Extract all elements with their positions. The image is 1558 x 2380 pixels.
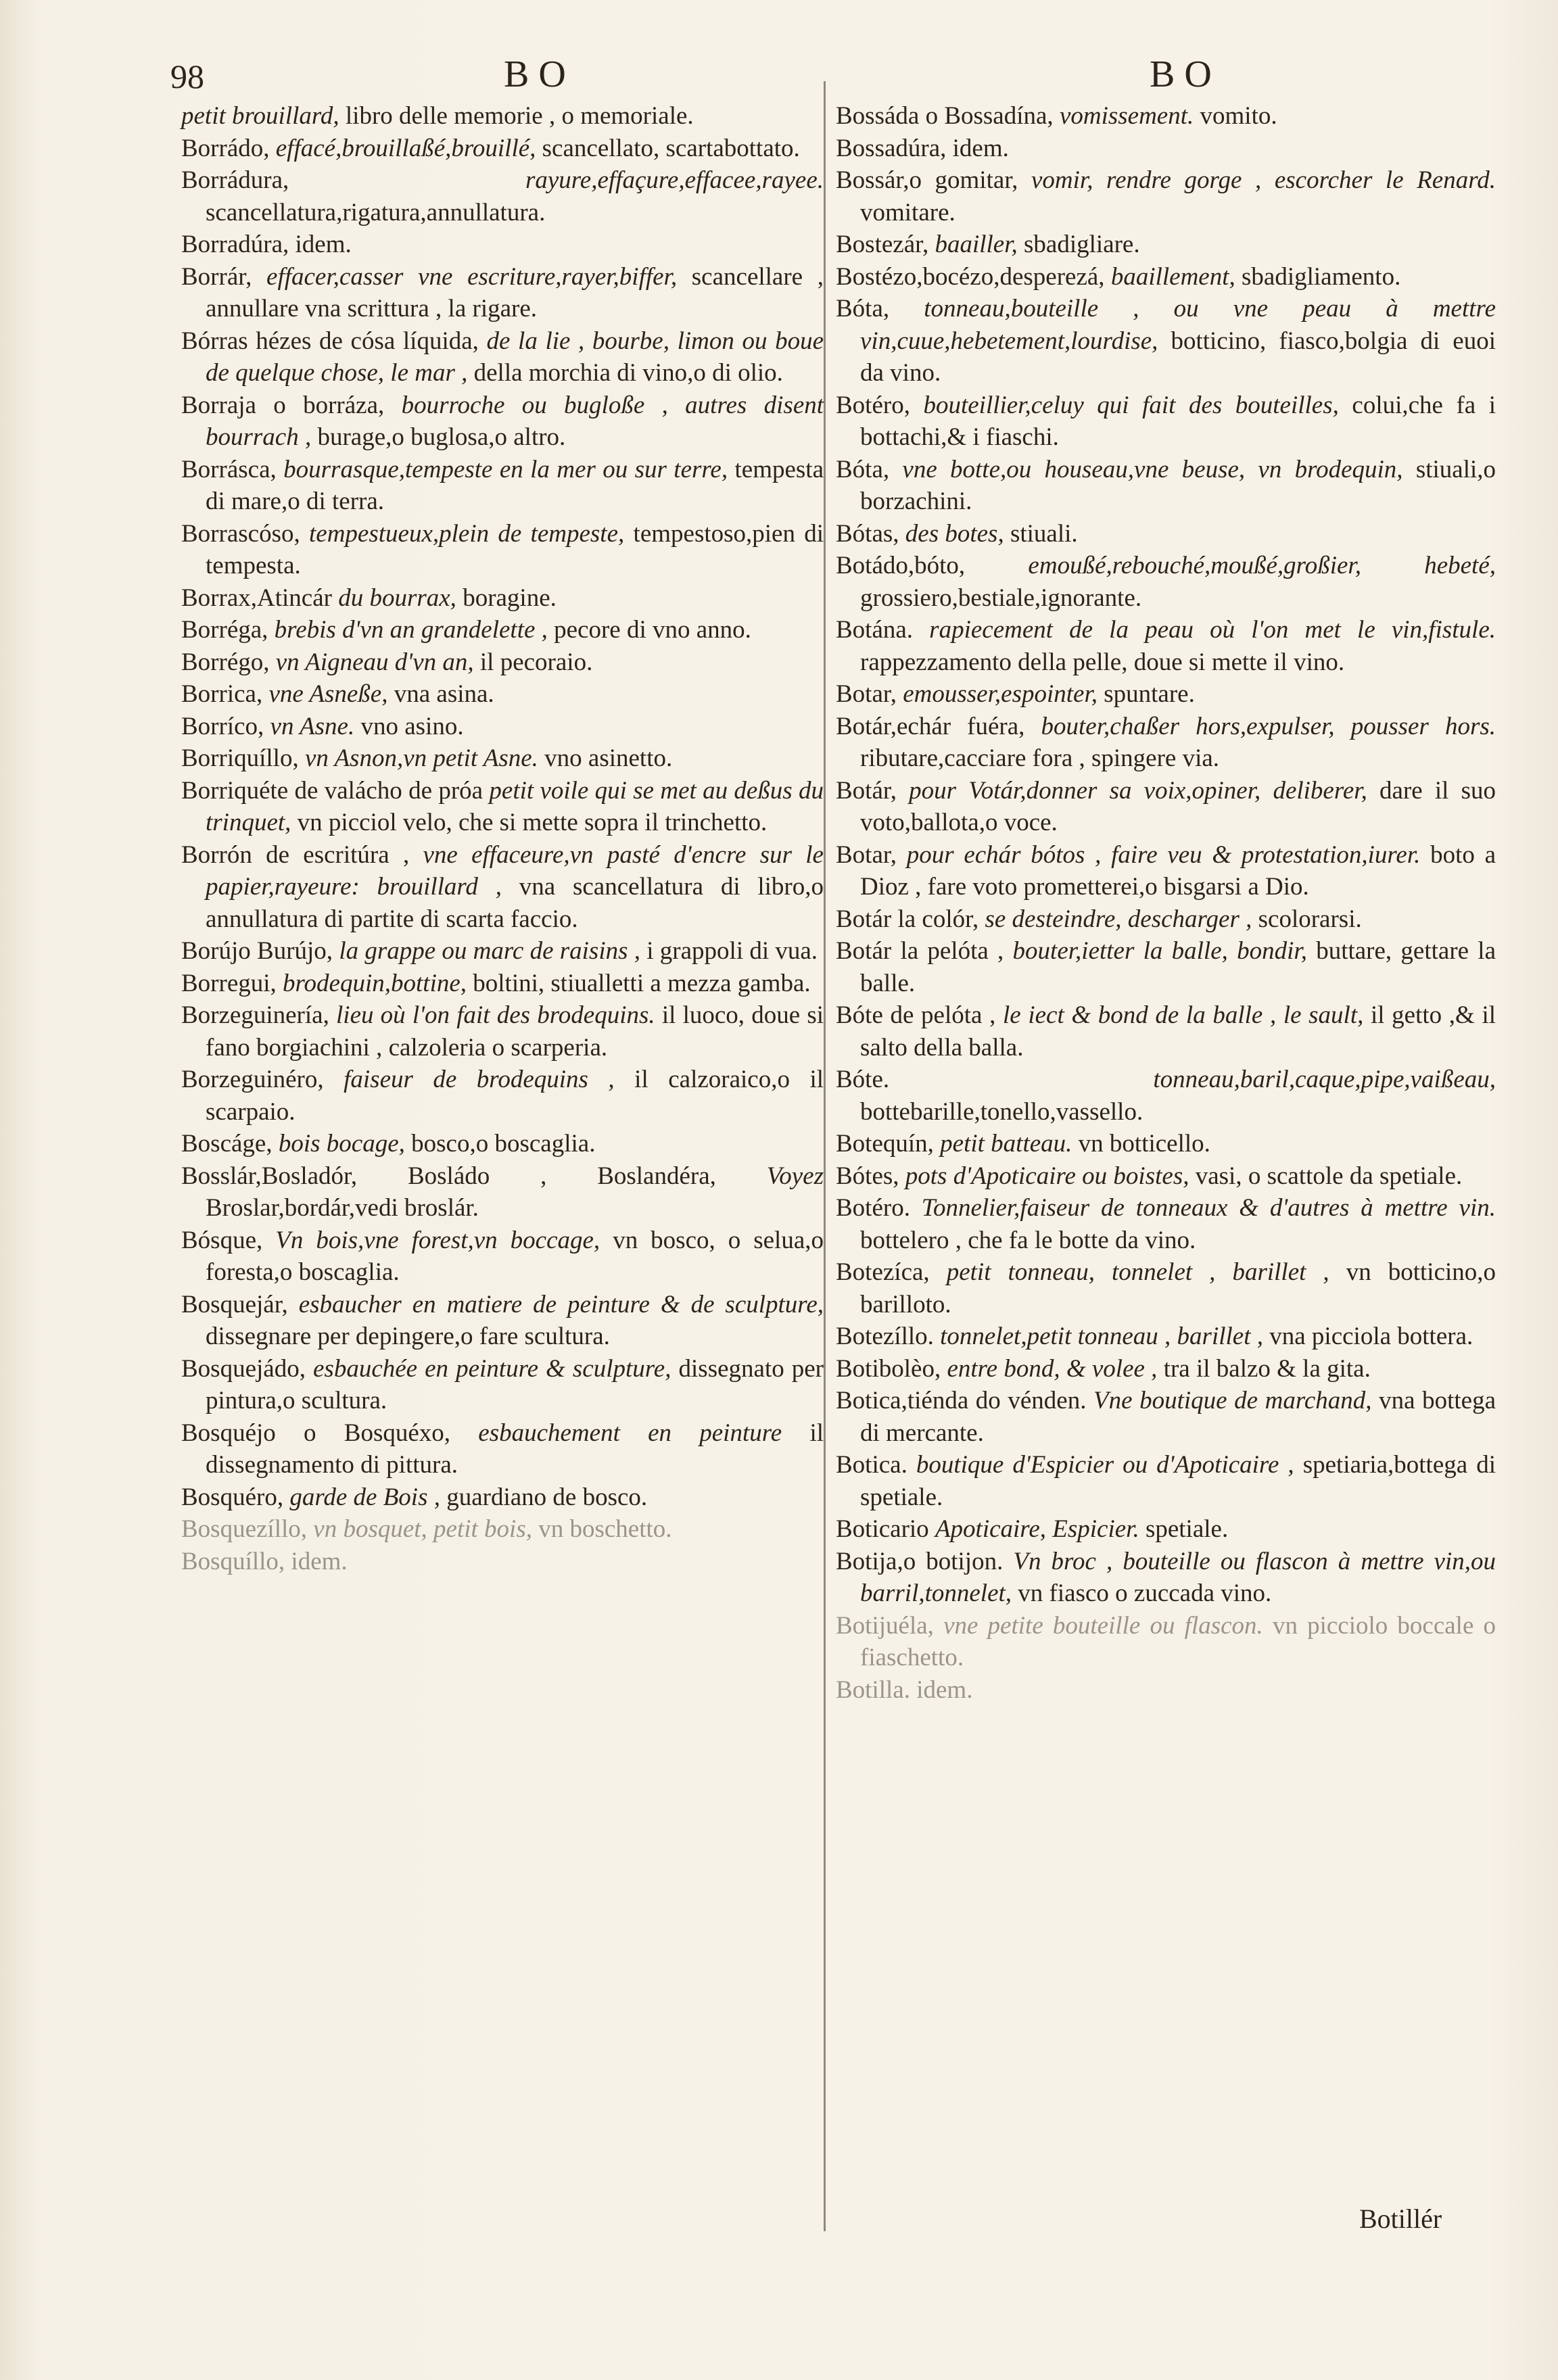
dictionary-entry bbox=[836, 1385, 1496, 1449]
entry-headword: Borrár, bbox=[181, 262, 252, 291]
entry-french: esbaucher en matiere de peinture & de sculpture, bbox=[298, 1290, 824, 1318]
entry-headword: Borriquíllo, bbox=[181, 744, 299, 772]
dictionary-entry bbox=[836, 100, 1496, 133]
running-head-left: BO bbox=[504, 53, 575, 95]
entry-french: baaillement, bbox=[1110, 262, 1235, 291]
entry-french: Vn bois,vne forest,vn boccage, bbox=[275, 1226, 600, 1254]
dictionary-entry bbox=[836, 903, 1496, 936]
entry-italian: grossiero,bestiale,ignorante. bbox=[860, 584, 1142, 612]
dictionary-entry bbox=[836, 678, 1496, 711]
entry-italian: tra il balzo & la gita. bbox=[1163, 1354, 1371, 1383]
entry-italian: vn botticino,o barilloto. bbox=[860, 1258, 1496, 1318]
left-column bbox=[181, 100, 824, 1577]
entry-italian: pecore di vno anno. bbox=[554, 616, 751, 644]
entry-italian: colui,che fa i bottachi,& i fiaschi. bbox=[860, 391, 1496, 451]
entry-headword: Borrax,Atincár bbox=[181, 584, 332, 612]
entry-italian: vn picciol velo, che si mette sopra il trinchetto. bbox=[297, 809, 768, 836]
entry-french: vn Asne. bbox=[270, 712, 355, 740]
entry-headword: Botequín, bbox=[836, 1130, 934, 1158]
page-header bbox=[0, 47, 1558, 101]
dictionary-entry bbox=[836, 293, 1496, 389]
entry-french: emoußé,rebouché,moußé,großier, hebeté, bbox=[1028, 552, 1496, 579]
entry-french: effacé,brouillaßé,brouillé, bbox=[275, 134, 536, 162]
entry-french: Voyez bbox=[766, 1162, 824, 1190]
dictionary-entry bbox=[836, 1513, 1496, 1546]
entry-french: tonneau,baril,caque,pipe,vaißeau, bbox=[1153, 1066, 1496, 1093]
entry-italian: buttare, gettare la balle. bbox=[860, 937, 1496, 997]
entry-headword: Borrásca, bbox=[181, 455, 277, 483]
entry-headword: Borrégo, bbox=[181, 648, 270, 676]
entry-italian: bottebarille,tonello,vassello. bbox=[860, 1097, 1143, 1126]
entry-french: vne botte,ou houseau,vne beuse, vn brodequin, bbox=[902, 455, 1403, 483]
entry-headword: Bóte. bbox=[836, 1066, 890, 1093]
dictionary-entry bbox=[181, 742, 824, 775]
entry-headword: Bosquéro, bbox=[181, 1483, 284, 1511]
entry-french: bois bocage, bbox=[278, 1130, 405, 1158]
entry-italian: i grappoli di vua. bbox=[646, 937, 818, 965]
dictionary-entry bbox=[836, 389, 1496, 454]
entry-headword: Boscáge, bbox=[181, 1130, 273, 1158]
entry-headword: Bósque, bbox=[181, 1226, 263, 1254]
entry-french: tonnelet,petit tonneau , barillet , bbox=[940, 1323, 1263, 1350]
entry-french: vn Asnon,vn petit Asne. bbox=[304, 744, 538, 772]
entry-italian: tempesta di mare,o di terra. bbox=[206, 455, 824, 515]
entry-italian: burage,o buglosa,o altro. bbox=[317, 423, 566, 451]
entry-french: bourroche ou bugloße , autres disent bourrach , bbox=[206, 391, 824, 451]
entry-french: brebis d'vn an grandelette , bbox=[274, 616, 548, 644]
dictionary-entry bbox=[181, 1128, 824, 1160]
entry-italian: spetiale. bbox=[1145, 1515, 1229, 1543]
right-column bbox=[836, 100, 1496, 1706]
dictionary-entry bbox=[836, 1160, 1496, 1193]
entry-headword: Borzeguinéro, bbox=[181, 1066, 324, 1093]
column-divider bbox=[824, 81, 826, 2231]
entry-headword: Bossáda o Bossadína, bbox=[836, 102, 1054, 130]
entry-italian: vna scancellatura di libro,o annullatura di partite di scarta faccio. bbox=[206, 873, 824, 933]
entry-italian: stiuali. bbox=[1010, 519, 1078, 548]
entry-french: de la lie , bourbe, limon ou boue de quelque chose, le mar , bbox=[206, 327, 824, 387]
dictionary-entry bbox=[836, 1674, 1496, 1707]
entry-headword: Borréga, bbox=[181, 616, 268, 644]
entry-headword: Bostézo,bocézo,desperezá, bbox=[836, 262, 1105, 291]
entry-italian: vna bottega di mercante. bbox=[860, 1387, 1496, 1447]
dictionary-entry bbox=[181, 1224, 824, 1289]
entry-headword: Botija,o botijon. bbox=[836, 1547, 1004, 1575]
entry-italian: bottelero , che fa le botte da vino. bbox=[860, 1226, 1196, 1254]
entry-headword: Bosquéjo o Bosquéxo, bbox=[181, 1419, 451, 1447]
entry-headword: Borraja o borráza, bbox=[181, 391, 385, 419]
entry-headword: Boticario bbox=[836, 1515, 929, 1543]
entry-french: vne petite bouteille ou flascon. bbox=[943, 1611, 1263, 1640]
entry-italian: dissegnato per pintura,o scultura. bbox=[206, 1354, 824, 1414]
entry-italian: della morchia di vino,o di olio. bbox=[473, 359, 783, 387]
dictionary-entry bbox=[836, 164, 1496, 229]
entry-french: petit voile qui se met au deßus du trinquet, bbox=[206, 776, 824, 836]
entry-french: Apoticaire, Espicier. bbox=[935, 1515, 1139, 1543]
entry-italian: ributare,cacciare fora , spingere via. bbox=[860, 744, 1220, 772]
entry-french: vne effaceure,vn pasté d'encre sur le papier,rayeure: brouillard , bbox=[206, 840, 824, 901]
entry-italian: dissegnare per depingere,o fare scultura. bbox=[206, 1323, 610, 1350]
entry-headword: Botijuéla, bbox=[836, 1611, 934, 1640]
dictionary-entry bbox=[181, 614, 824, 646]
entry-french: bourrasque,tempeste en la mer ou sur terre, bbox=[283, 455, 728, 483]
entry-italian: sbadigliamento. bbox=[1242, 262, 1401, 291]
entry-headword: Botéro. bbox=[836, 1194, 910, 1222]
entry-headword: Bostezár, bbox=[836, 231, 929, 258]
entry-headword: Botár,echár fuéra, bbox=[836, 712, 1025, 740]
entry-french: tempestueux,plein de tempeste, bbox=[309, 519, 625, 548]
entry-headword: Botár la pelóta , bbox=[836, 937, 1004, 965]
entry-italian: rappezzamento della pelle, doue si mette il vino. bbox=[860, 648, 1345, 676]
dictionary-entry bbox=[836, 1192, 1496, 1256]
entry-headword: Botar, bbox=[836, 840, 897, 869]
dictionary-entry bbox=[181, 999, 824, 1064]
entry-italian: vn bosco, o selua,o foresta,o boscaglia. bbox=[206, 1226, 824, 1286]
entry-headword: Borriquéte de valácho de próa bbox=[181, 776, 483, 805]
dictionary-entry bbox=[836, 1256, 1496, 1320]
entry-headword: Borrádura, bbox=[181, 166, 289, 194]
entry-french: des botes, bbox=[905, 519, 1004, 548]
entry-headword: Borrón de escritúra , bbox=[181, 840, 410, 869]
entry-headword: Botezíllo. bbox=[836, 1323, 934, 1350]
dictionary-entry bbox=[836, 614, 1496, 678]
entry-french: pour echár bótos , faire veu & protestation,iurer. bbox=[906, 840, 1421, 869]
entry-french: baailler, bbox=[935, 231, 1018, 258]
dictionary-entry bbox=[836, 1128, 1496, 1160]
entry-french: tonneau,bouteille , ou vne peau à mettre vin,cuue,hebetement,lourdise, bbox=[860, 295, 1496, 355]
dictionary-entry bbox=[181, 935, 824, 968]
entry-italian: dare il suo voto,ballota,o voce. bbox=[860, 776, 1496, 836]
dictionary-entry bbox=[181, 229, 824, 261]
entry-french: faiseur de brodequins , bbox=[344, 1066, 615, 1093]
entry-headword: Botána. bbox=[836, 616, 914, 644]
entry-italian: scancellatura,rigatura,annullatura. bbox=[206, 198, 546, 227]
dictionary-entry bbox=[181, 133, 824, 165]
entry-headword: Botar, bbox=[836, 680, 897, 708]
entry-french: la grappe ou marc de raisins , bbox=[339, 937, 641, 965]
dictionary-entry bbox=[836, 1064, 1496, 1128]
entry-french: esbauchée en peinture & sculpture, bbox=[313, 1354, 671, 1383]
entry-headword: Borújo Burújo, bbox=[181, 937, 333, 965]
entry-italian: guardiano de bosco. bbox=[446, 1483, 648, 1511]
entry-headword: Bosquejádo, bbox=[181, 1354, 306, 1383]
running-head-right: BO bbox=[1150, 53, 1221, 95]
entry-french: rapiecement de la peau où l'on met le vin,fistule. bbox=[929, 616, 1496, 644]
entry-french: bouter,chaßer hors,expulser, pousser hors. bbox=[1041, 712, 1496, 740]
dictionary-entry bbox=[181, 968, 824, 1000]
entry-french: Vn broc , bouteille ou flascon à mettre vin,ou barril,tonnelet, bbox=[860, 1547, 1496, 1607]
entry-headword: Bóta, bbox=[836, 295, 890, 323]
dictionary-entry bbox=[836, 518, 1496, 550]
dictionary-entry bbox=[181, 389, 824, 454]
dictionary-entry bbox=[836, 1320, 1496, 1353]
dictionary-entry bbox=[836, 1610, 1496, 1674]
entry-french: garde de Bois , bbox=[289, 1483, 440, 1511]
entry-headword: Bosquezíllo, bbox=[181, 1515, 308, 1543]
entry-italian: vno asinetto. bbox=[544, 744, 673, 772]
page-number: 98 bbox=[170, 57, 204, 95]
dictionary-entry bbox=[181, 325, 824, 389]
entry-italian: stiuali,o borzachini. bbox=[860, 455, 1496, 515]
entry-french: bouteillier,celuy qui fait des bouteilles, bbox=[923, 391, 1339, 419]
entry-headword: Botár la colór, bbox=[836, 905, 979, 933]
dictionary-entry bbox=[181, 582, 824, 615]
entry-headword: Borradúra, bbox=[181, 231, 289, 258]
entry-italian: il calzoraico,o il scarpaio. bbox=[206, 1066, 824, 1126]
entry-headword: Bótas, bbox=[836, 519, 899, 548]
entry-french: petit batteau. bbox=[940, 1130, 1072, 1158]
dictionary-entry bbox=[181, 1417, 824, 1481]
entry-italian: boragine. bbox=[463, 584, 557, 612]
entry-french: pour Votár,donner sa voix,opiner, deliberer, bbox=[909, 776, 1367, 805]
entry-headword: Botezíca, bbox=[836, 1258, 930, 1286]
entry-italian: tempestoso,pien di tempesta. bbox=[206, 519, 824, 579]
entry-french: entre bond, & volee , bbox=[947, 1354, 1158, 1383]
entry-headword: Bóta, bbox=[836, 455, 890, 483]
entry-french: du bourrax, bbox=[338, 584, 456, 612]
entry-french: lieu où l'on fait des brodequins. bbox=[336, 1001, 655, 1029]
entry-italian: scancellare , annullare vna scrittura , la rigare. bbox=[206, 262, 824, 323]
entry-italian: scolorarsi. bbox=[1258, 905, 1362, 933]
entry-italian: Broslar,bordár,vedi broslár. bbox=[206, 1194, 479, 1222]
entry-headword: Botilla. bbox=[836, 1675, 910, 1704]
entry-french: emousser,espointer, bbox=[903, 680, 1097, 708]
dictionary-entry bbox=[836, 261, 1496, 293]
entry-french: Tonnelier,faiseur de tonneaux & d'autres à mettre vin. bbox=[921, 1194, 1496, 1222]
dictionary-entry bbox=[181, 261, 824, 325]
entry-italian: idem. bbox=[295, 231, 352, 258]
dictionary-entry bbox=[181, 775, 824, 839]
entry-headword: Botéro, bbox=[836, 391, 910, 419]
dictionary-entry bbox=[836, 229, 1496, 261]
entry-italian: idem. bbox=[916, 1675, 973, 1704]
entry-italian: vn botticello. bbox=[1078, 1130, 1210, 1158]
dictionary-entry bbox=[836, 1449, 1496, 1513]
entry-french: le iect & bond de la balle , le sault, bbox=[1002, 1001, 1364, 1029]
dictionary-entry bbox=[181, 454, 824, 518]
entry-french: pots d'Apoticaire ou boistes, bbox=[905, 1162, 1189, 1190]
entry-headword: Botádo,bóto, bbox=[836, 552, 966, 579]
entry-headword: Borrica, bbox=[181, 680, 263, 708]
entry-headword: Botica,tiénda do vénden. bbox=[836, 1387, 1087, 1414]
entry-italian: spuntare. bbox=[1104, 680, 1195, 708]
entry-headword: Botár, bbox=[836, 776, 897, 805]
entry-italian: il dissegnamento di pittura. bbox=[206, 1419, 824, 1479]
entry-french: petit tonneau, tonnelet , barillet , bbox=[946, 1258, 1329, 1286]
dictionary-entry bbox=[836, 839, 1496, 903]
entry-french: effacer,casser vne escriture,rayer,biffer, bbox=[266, 262, 678, 291]
entry-headword: Bosslár,Bosladór, Bosládo , Boslandéra, bbox=[181, 1162, 716, 1190]
entry-french: brodequin,bottine, bbox=[283, 969, 467, 997]
entry-italian: bosco,o boscaglia. bbox=[411, 1130, 596, 1158]
entry-italian: idem. bbox=[952, 134, 1009, 162]
entry-french: petit brouillard, bbox=[181, 102, 339, 130]
dictionary-entry bbox=[181, 1064, 824, 1128]
dictionary-entry bbox=[836, 999, 1496, 1064]
dictionary-entry bbox=[836, 550, 1496, 614]
entry-italian: scancellato, scartabottato. bbox=[542, 134, 800, 162]
entry-italian: vna picciola bottera. bbox=[1269, 1323, 1473, 1350]
dictionary-entry bbox=[181, 1160, 824, 1224]
entry-italian: boto a Dioz , fare voto prometterei,o bisgarsi a Dio. bbox=[860, 840, 1496, 901]
entry-headword: Bosquíllo, bbox=[181, 1547, 285, 1575]
entry-french: boutique d'Espicier ou d'Apoticaire , bbox=[916, 1451, 1294, 1479]
entry-french: vn bosquet, petit bois, bbox=[313, 1515, 532, 1543]
entry-french: vomissement. bbox=[1059, 102, 1194, 130]
entry-french: rayure,effaçure,effacee,rayee. bbox=[525, 166, 824, 194]
entry-french: vne Asneße, bbox=[268, 680, 388, 708]
entry-headword: Bosquejár, bbox=[181, 1290, 288, 1318]
dictionary-entry bbox=[836, 454, 1496, 518]
dictionary-entry bbox=[181, 711, 824, 743]
entry-french: vn Aigneau d'vn an, bbox=[275, 648, 474, 676]
entry-italian: sbadigliare. bbox=[1024, 231, 1140, 258]
dictionary-entry bbox=[181, 646, 824, 679]
dictionary-entry bbox=[181, 1481, 824, 1514]
dictionary-entry bbox=[181, 518, 824, 582]
entry-italian: vn picciolo boccale o fiaschetto. bbox=[860, 1611, 1496, 1671]
catchword: Botillér bbox=[1359, 2204, 1442, 2234]
entry-italian: libro delle memorie , o memoriale. bbox=[345, 102, 694, 130]
entry-headword: Bossár,o gomitar, bbox=[836, 166, 1018, 194]
entry-french: vomir, rendre gorge , escorcher le Renard. bbox=[1031, 166, 1496, 194]
entry-italian: il getto ,& il salto della balla. bbox=[860, 1001, 1496, 1062]
entry-headword: Bótes, bbox=[836, 1162, 899, 1190]
entry-italian: vno asino. bbox=[360, 712, 464, 740]
entry-headword: Borríco, bbox=[181, 712, 264, 740]
dictionary-entry bbox=[836, 711, 1496, 775]
dictionary-entry bbox=[181, 1546, 824, 1578]
dictionary-entry bbox=[836, 935, 1496, 999]
entry-french: Vne boutique de marchand, bbox=[1093, 1387, 1372, 1414]
entry-headword: Borzeguinería, bbox=[181, 1001, 329, 1029]
entry-french: esbauchement en peinture bbox=[478, 1419, 782, 1447]
entry-headword: Bóte de pelóta , bbox=[836, 1001, 996, 1029]
dictionary-entry bbox=[836, 1353, 1496, 1385]
entry-italian: il pecoraio. bbox=[479, 648, 593, 676]
entry-italian: vomito. bbox=[1200, 102, 1277, 130]
entry-italian: vomitare. bbox=[860, 198, 955, 227]
entry-headword: Bórras hézes de cósa líquida, bbox=[181, 327, 479, 355]
entry-french: bouter,ietter la balle, bondir, bbox=[1012, 937, 1307, 965]
entry-headword: Bossadúra, bbox=[836, 134, 947, 162]
dictionary-entry bbox=[181, 100, 824, 133]
dictionary-entry bbox=[836, 133, 1496, 165]
entry-italian: boltini, stiualletti a mezza gamba. bbox=[473, 969, 811, 997]
entry-headword: Borrascóso, bbox=[181, 519, 300, 548]
entry-italian: botticino, fiasco,bolgia di euoi da vino. bbox=[860, 327, 1496, 387]
entry-italian: spetiaria,bottega di spetiale. bbox=[860, 1451, 1496, 1511]
entry-headword: Botibolèo, bbox=[836, 1354, 941, 1383]
dictionary-entry bbox=[181, 678, 824, 711]
dictionary-entry bbox=[181, 1289, 824, 1353]
dictionary-entry bbox=[836, 1546, 1496, 1610]
entry-italian: vn boschetto. bbox=[538, 1515, 672, 1543]
entry-italian: vna asina. bbox=[394, 680, 494, 708]
dictionary-entry bbox=[181, 839, 824, 936]
entry-headword: Borrádo, bbox=[181, 134, 270, 162]
entry-italian: vn fiasco o zuccada vino. bbox=[1018, 1579, 1272, 1607]
entry-italian: il luoco, doue si fano borgiachini , calzoleria o scarperia. bbox=[206, 1001, 824, 1062]
dictionary-entry bbox=[181, 164, 824, 229]
entry-french: se desteindre, descharger , bbox=[985, 905, 1252, 933]
dictionary-entry bbox=[181, 1353, 824, 1417]
entry-headword: Botica. bbox=[836, 1451, 907, 1479]
entry-italian: vasi, o scattole da spetiale. bbox=[1195, 1162, 1463, 1190]
entry-headword: Borregui, bbox=[181, 969, 277, 997]
dictionary-entry bbox=[181, 1513, 824, 1546]
entry-italian: idem. bbox=[291, 1547, 348, 1575]
dictionary-entry bbox=[836, 775, 1496, 839]
